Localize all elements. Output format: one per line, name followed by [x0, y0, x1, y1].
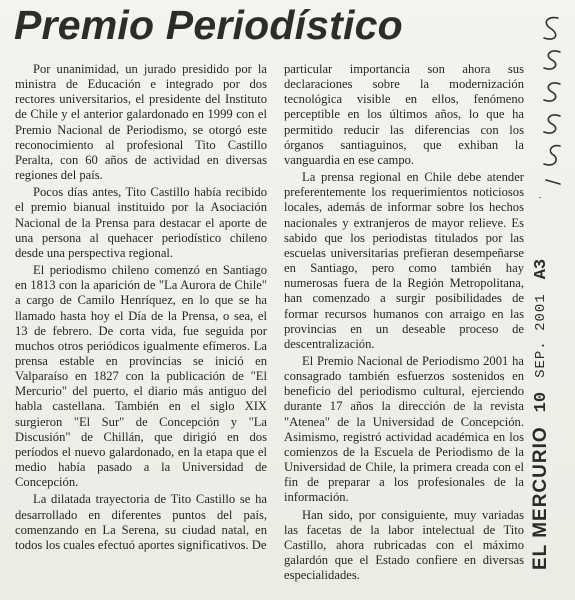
paragraph: Han sido, por consiguiente, muy variadas las facetas de la labor intelectual de Tito Castillo, ahora rubricadas con el máximo galardón que el Estado confiere en diversas especialidades. — [284, 507, 524, 583]
stamp-day: 10 — [531, 391, 551, 413]
paragraph: Pocos días antes, Tito Castillo había recibido el premio bianual instituido por la Asociación Nacional de la Prensa para destacar el aporte de una persona al quehacer periodístico chileno desde una perspectiva regional. — [15, 185, 267, 260]
newspaper-name: EL MERCURIO — [530, 426, 551, 570]
paragraph: La dilatada trayectoria de Tito Castillo se ha desarrollado en diferentes puntos del país, comenzando en La Serena, su ciudad natal, en todos los cuales efectuó aportes significativos. De — [15, 492, 267, 552]
paragraph: particular importancia son ahora sus declaraciones sobre la modernización tecnológica visible en ellos, fenómeno perceptible en los últimos años, lo que ha permitido reducir las diferencias con los órganos santiaguinos, que exhiban la vanguardia en ese campo. — [284, 62, 524, 167]
paragraph: El periodismo chileno comenzó en Santiago en 1813 con la aparición de "La Aurora de Chile" a cargo de Camilo Henríquez, en lo que se ha llamado hasta hoy el Día de la Prensa, o sea, el 13 de febrero. De corta vida, fue seguida por muchos otros periódicos igualmente efímeros. La prensa estable en provincias se inició en Valparaíso en 1827 con la publicación de "El Mercurio" del puerto, el diario más antiguo del habla castellana. También en el siglo XIX surgieron "El Sur" de Concepción y "La Discusión" de Chillán, que dirigió en dos períodos el nuevo galardonado, en la etapa que el medio había pasado a la Universidad de Concepción. — [15, 263, 267, 490]
stamp-page: A3 — [531, 258, 551, 280]
handwritten-annotation — [530, 8, 570, 198]
paragraph: La prensa regional en Chile debe atender preferentemente los requerimientos noticiosos locales, además de informar sobre los hechos nacionales y extranjeros de mayor relieve. Es sabido que los periodistas titulados por las escuelas universitarias prefieran desempeñarse en Santiago, pero como también hay numerosas fuera de la Región Metropolitana, han comenzado a surgir posibilidades de formar recursos humanos con arraigo en las provincias en un deseable proceso de descentralización. — [284, 170, 524, 351]
right-column — [284, 62, 524, 585]
left-column — [15, 62, 267, 555]
stamp-date: SEP. 2001 — [533, 293, 549, 378]
paragraph: El Premio Nacional de Periodismo 2001 ha consagrado también esfuerzos sostenidos en beneficio del periodismo cultural, ejerciendo durante 17 años la dirección de la revista "Atenea" de la Universidad de Concepción. Asimismo, registró actividad académica en los comienzos de la Escuela de Periodismo de la Universidad de Chile, la primera creada con el fin de preparar a los profesionales de la información. — [284, 353, 524, 505]
newspaper-date-stamp — [527, 230, 555, 570]
paragraph: Por unanimidad, un jurado presidido por la ministra de Educación e integrado por dos rectores universitarios, el presidente del Instituto de Chile y el anterior galardonado en 1999 con el Premio Nacional de Periodismo, se otorgó este reconocimiento al profesional Tito Castillo Peralta, con 60 años de actividad en diversas regiones del país. — [15, 62, 267, 183]
article-title: Premio Periodístico — [14, 2, 403, 48]
